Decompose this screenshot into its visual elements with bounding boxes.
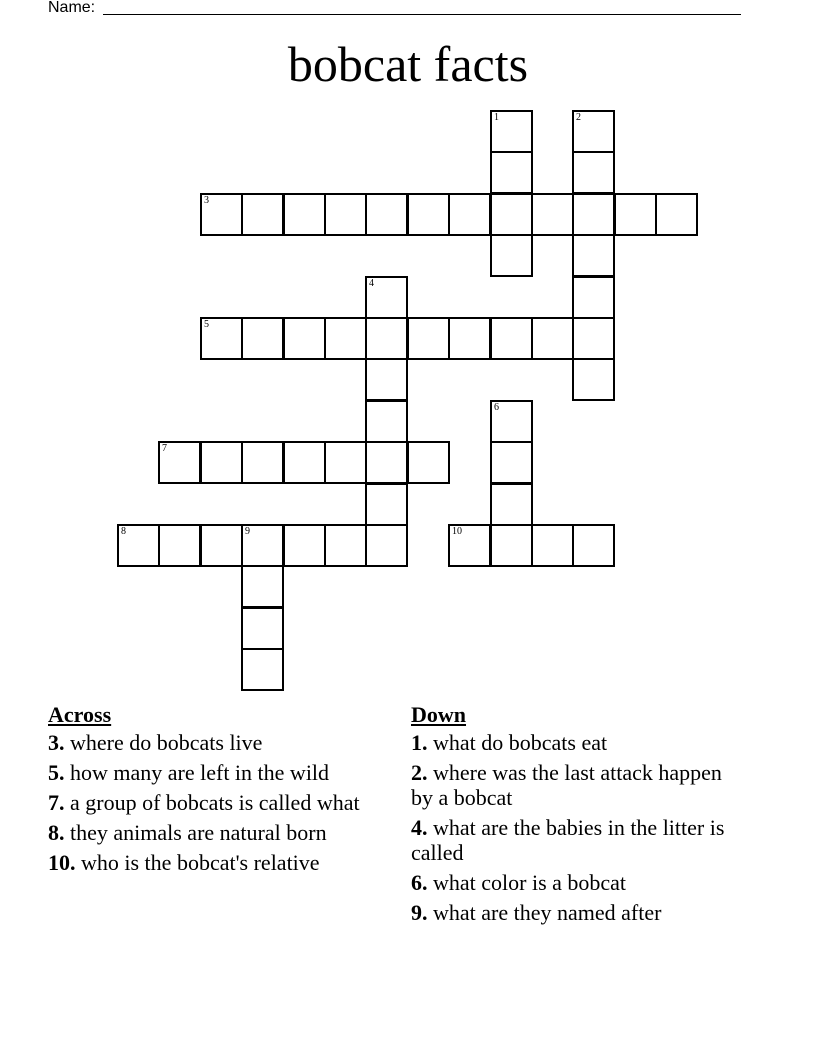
grid-cell[interactable] [283, 524, 326, 567]
grid-cell[interactable] [241, 441, 284, 484]
across-clues [48, 702, 388, 880]
clue-across-8: 8. they animals are natural born [48, 820, 327, 845]
grid-cell[interactable] [158, 441, 201, 484]
grid-cell[interactable] [490, 151, 533, 194]
grid-cell[interactable] [200, 441, 243, 484]
clue-across-3: 3. where do bobcats live [48, 730, 263, 755]
grid-cell[interactable] [490, 441, 533, 484]
grid-cell[interactable] [324, 317, 367, 360]
grid-cell[interactable] [283, 441, 326, 484]
grid-cell[interactable] [241, 524, 284, 567]
grid-cell[interactable] [448, 317, 491, 360]
across-heading: Across [48, 702, 112, 727]
grid-cell[interactable] [365, 193, 408, 236]
grid-cell[interactable] [490, 317, 533, 360]
grid-cell[interactable] [365, 483, 408, 526]
clue-number: 9 [245, 526, 250, 537]
clue-number: 10 [452, 526, 462, 537]
down-heading: Down [411, 702, 467, 727]
grid-cell[interactable] [241, 193, 284, 236]
grid-cell[interactable] [572, 151, 615, 194]
clue-down-1: 1. what do bobcats eat [411, 730, 608, 755]
grid-cell[interactable] [531, 317, 574, 360]
grid-cell[interactable] [490, 234, 533, 277]
grid-cell[interactable] [283, 317, 326, 360]
clue-across-5: 5. how many are left in the wild [48, 760, 330, 785]
grid-cell[interactable] [490, 483, 533, 526]
grid-cell[interactable] [365, 441, 408, 484]
grid-cell[interactable] [572, 110, 615, 153]
grid-cell[interactable] [365, 400, 408, 443]
clue-down-9: 9. what are they named after [411, 900, 662, 925]
clue-number: 6 [494, 402, 499, 413]
clue-number: 3 [204, 195, 209, 206]
grid-cell[interactable] [572, 276, 615, 319]
clue-down-6: 6. what color is a bobcat [411, 870, 627, 895]
grid-cell[interactable] [365, 358, 408, 401]
grid-cell[interactable] [200, 524, 243, 567]
clue-number: 4 [369, 278, 374, 289]
grid-cell[interactable] [407, 441, 450, 484]
grid-cell[interactable] [117, 524, 160, 567]
grid-cell[interactable] [490, 400, 533, 443]
grid-cell[interactable] [531, 524, 574, 567]
grid-cell[interactable] [490, 110, 533, 153]
grid-cell[interactable] [241, 648, 284, 691]
grid-cell[interactable] [324, 441, 367, 484]
grid-cell[interactable] [572, 524, 615, 567]
grid-cell[interactable] [241, 607, 284, 650]
grid-cell[interactable] [490, 524, 533, 567]
clue-down-2: 2. where was the last attack happen by a bobcat [411, 760, 722, 810]
grid-cell[interactable] [655, 193, 698, 236]
grid-cell[interactable] [490, 193, 533, 236]
grid-cell[interactable] [324, 193, 367, 236]
clue-number: 7 [162, 443, 167, 454]
grid-cell[interactable] [448, 193, 491, 236]
clue-across-10: 10. who is the bobcat's relative [48, 850, 320, 875]
clue-number: 8 [121, 526, 126, 537]
grid-cell[interactable] [200, 317, 243, 360]
grid-cell[interactable] [448, 524, 491, 567]
grid-cell[interactable] [614, 193, 657, 236]
down-clues [411, 702, 741, 930]
grid-cell[interactable] [407, 317, 450, 360]
grid-cell[interactable] [572, 193, 615, 236]
clue-across-7: 7. a group of bobcats is called what [48, 790, 360, 815]
grid-cell[interactable] [365, 317, 408, 360]
grid-cell[interactable] [572, 317, 615, 360]
grid-cell[interactable] [158, 524, 201, 567]
grid-cell[interactable] [572, 234, 615, 277]
name-label: Name: [48, 0, 96, 16]
grid-cell[interactable] [407, 193, 450, 236]
clue-down-4: 4. what are the babies in the litter is called [411, 815, 725, 865]
clue-number: 2 [576, 112, 581, 123]
grid-cell[interactable] [200, 193, 243, 236]
page-title: bobcat facts [287, 36, 529, 92]
grid-cell[interactable] [365, 524, 408, 567]
grid-cell[interactable] [241, 565, 284, 608]
grid-cell[interactable] [283, 193, 326, 236]
clue-number: 5 [204, 319, 209, 330]
grid-cell[interactable] [531, 193, 574, 236]
grid-cell[interactable] [241, 317, 284, 360]
grid-cell[interactable] [572, 358, 615, 401]
clue-number: 1 [494, 112, 499, 123]
grid-cell[interactable] [365, 276, 408, 319]
grid-cell[interactable] [324, 524, 367, 567]
